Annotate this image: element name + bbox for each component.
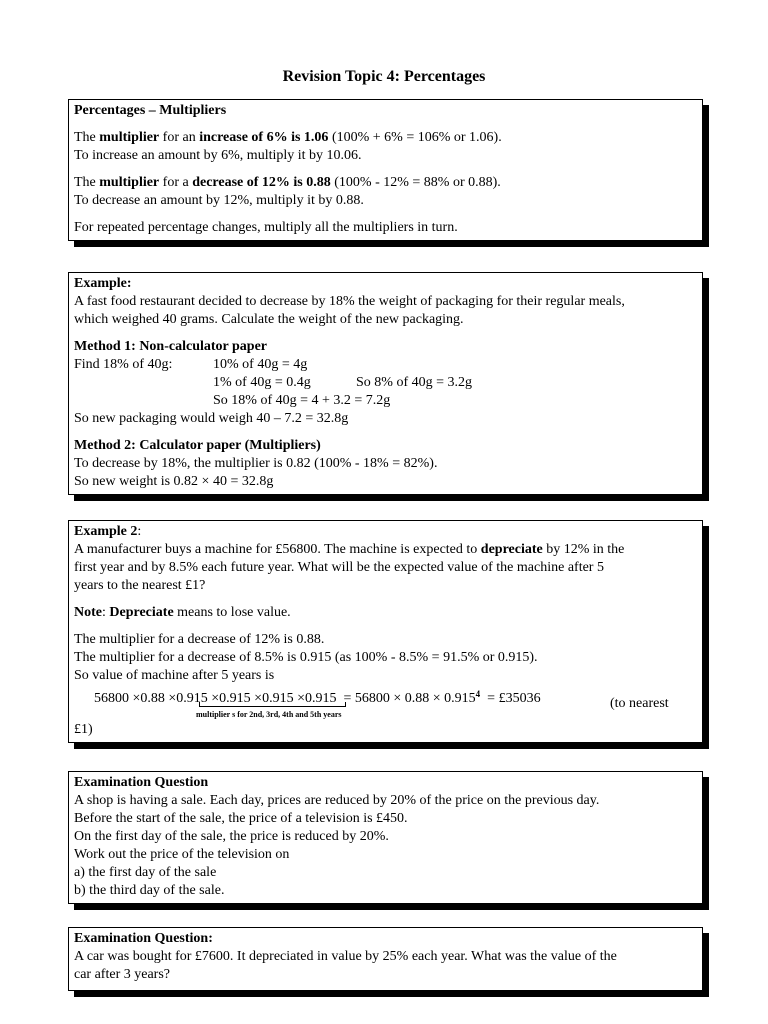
page-title: Revision Topic 4: Percentages [282,68,486,85]
method1-row: So 18% of 40g = 4 + 3.2 = 7.2g [213,393,391,408]
nearest-tail: £1) [74,722,93,737]
question-line: On the first day of the sale, the price is reduced by 20%. [74,829,389,844]
question-part-a: a) the first day of the sale [74,865,217,880]
example2-heading: Example 2: [74,524,142,539]
method1-result: So new packaging would weigh 40 – 7.2 = 32.8g [74,411,349,426]
nearest-label: (to nearest [610,696,669,711]
exam-question2-box [68,927,703,991]
decrease-multiplier-line: The multiplier for a decrease of 12% is 0.88 (100% - 12% = 88% or 0.88). [74,175,501,190]
increase-multiplier-line: The multiplier for an increase of 6% is 1.06 (100% + 6% = 106% or 1.06). [74,130,502,145]
example-box [68,272,703,495]
depreciation-formula [74,685,697,721]
multiplier-line: The multiplier for a decrease of 12% is 0.88. [74,632,325,647]
exam-question-heading: Examination Question [74,775,209,790]
repeated-changes-note: For repeated percentage changes, multiply all the multipliers in turn. [74,220,458,235]
question-line: Work out the price of the television on [74,847,290,862]
question-line: A car was bought for £7600. It depreciated in value by 25% each year. What was the value of the [74,949,617,964]
multipliers-box [68,99,703,241]
exam-question2-heading: Examination Question: [74,931,213,946]
example2-text-line: years to the nearest £1? [74,578,206,593]
increase-instruction: To increase an amount by 6%, multiply it by 10.06. [74,148,362,163]
formula-expression: $56800 \times 0.88 \times 0.915 \times 0.915 \times 0.915 \times 0.915 = 56800 \times 0.88 \times 0.915^4$ = £35036 [94,689,541,706]
example2-text-line: A manufacturer buys a machine for £56800. The machine is expected to depreciate by 12% in the [74,542,625,557]
multiplier-line: The multiplier for a decrease of 8.5% is 0.915 (as 100% - 8.5% = 91.5% or 0.915). [74,650,538,665]
question-line: Before the start of the sale, the price of a television is £450. [74,811,408,826]
example-heading: Example: [74,276,132,291]
method2-heading: Method 2: Calculator paper (Multipliers) [74,438,321,453]
example-text-line: A fast food restaurant decided to decrease by 18% the weight of packaging for their regular meals, [74,294,625,309]
method1-row: 1% of 40g = 0.4g So 8% of 40g = 3.2g [213,375,473,390]
method1-row: Find 18% of 40g: 10% of 40g = 4g [74,357,308,372]
question-part-b: b) the third day of the sale. [74,883,225,898]
method2-line: To decrease by 18%, the multiplier is 0.82 (100% - 18% = 82%). [74,456,438,471]
multipliers-heading: Percentages – Multipliers [74,103,227,118]
question-line: car after 3 years? [74,967,170,982]
method1-heading: Method 1: Non-calculator paper [74,339,267,354]
decrease-instruction: To decrease an amount by 12%, multiply it by 0.88. [74,193,364,208]
depreciate-note: Note: Depreciate means to lose value. [74,605,291,620]
example2-box [68,520,703,743]
example-text-line: which weighed 40 grams. Calculate the weight of the new packaging. [74,312,464,327]
question-line: A shop is having a sale. Each day, prices are reduced by 20% of the price on the previous day. [74,793,600,808]
underbrace-label: multiplier s for 2nd, 3rd, 4th and 5th years [196,710,342,719]
method2-result: So new weight is 0.82 × 40 = 32.8g [74,474,274,489]
exam-question-box [68,771,703,904]
multiplier-line: So value of machine after 5 years is [74,668,275,683]
example2-text-line: first year and by 8.5% each future year. What will be the expected value of the machine after 5 [74,560,604,575]
